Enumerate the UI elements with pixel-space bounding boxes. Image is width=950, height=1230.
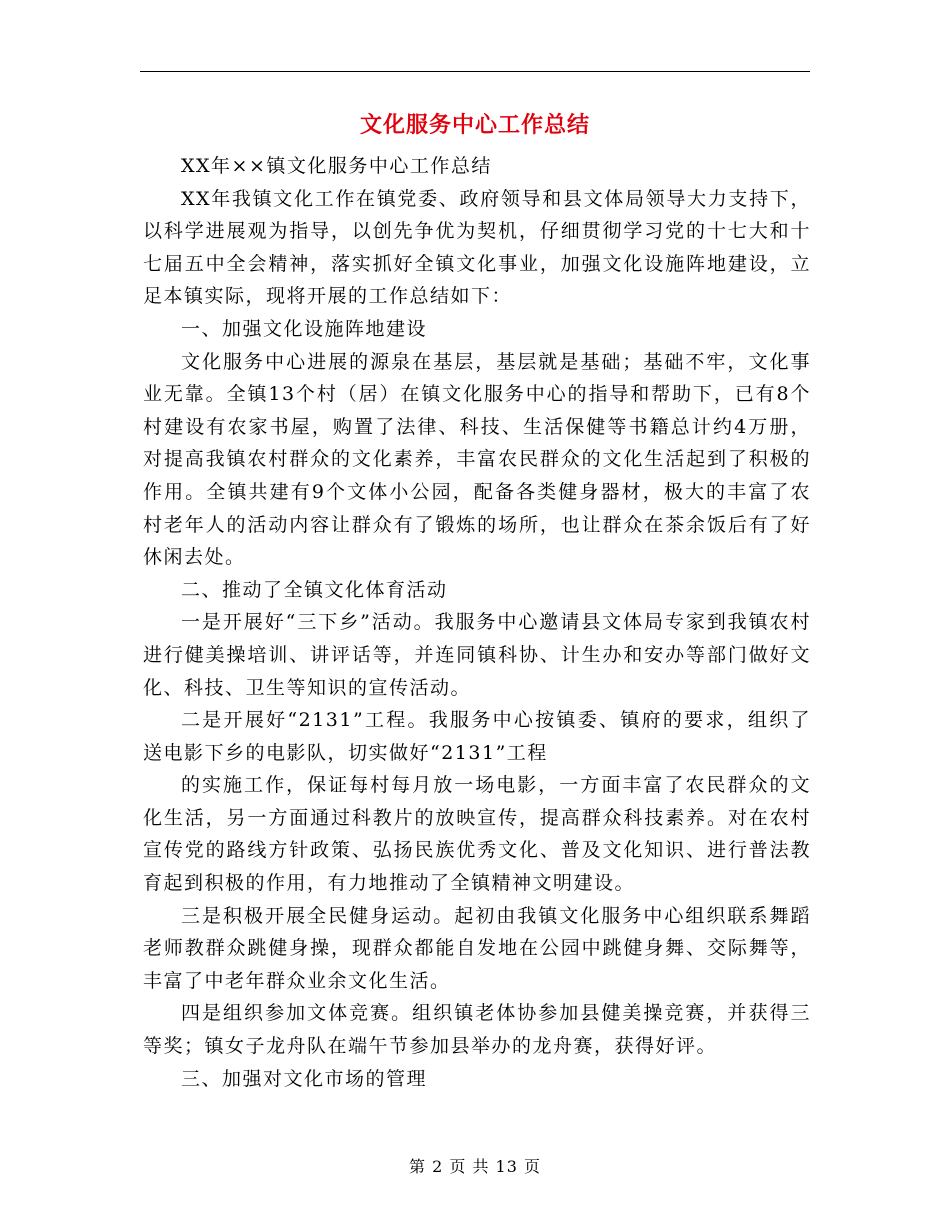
section-heading-2: 二、推动了全镇文化体育活动 <box>181 578 448 601</box>
paragraph-activity-3: 三是积极开展全民健身运动。起初由我镇文化服务中心组织联系舞蹈老师教群众跳健身操，现群众都能自发地在公园中跳健身舞、交际舞等，丰富了中老年群众业余文化生活。 <box>143 904 811 992</box>
paragraph-activity-2: 二是开展好“2131”工程。我服务中心按镇委、镇府的要求，组织了送电影下乡的电影队，切实做好“2131”工程 <box>143 709 811 764</box>
section-heading-3: 三、加强对文化市场的管理 <box>181 1067 428 1090</box>
section-heading-1: 一、加强文化设施阵地建设 <box>181 317 428 340</box>
paragraph-activity-2-cont: 的实施工作，保证每村每月放一场电影，一方面丰富了农民群众的文化生活，另一方面通过科教片的放映宣传，提高群众科技素养。对在农村宣传党的路线方针政策、弘扬民族优秀文化、普及文化知识、进行普法教育起到积极的作用，有力地推动了全镇精神文明建设。 <box>143 774 811 895</box>
document-body <box>143 150 811 1095</box>
paragraph-facilities: 文化服务中心进展的源泉在基层，基层就是基础；基础不牢，文化事业无靠。全镇13个村（居）在镇文化服务中心的指导和帮助下，已有8个村建设有农家书屋，购置了法律、科技、生活保健等书籍总计约4万册，对提高我镇农村群众的文化素养，丰富农民群众的文化生活起到了积极的作用。全镇共建有9个文体小公园，配备各类健身器材，极大的丰富了农村老年人的活动内容让群众有了锻炼的场所，也让群众在茶余饭后有了好休闲去处。 <box>143 350 811 569</box>
paragraph-subtitle: XX年××镇文化服务中心工作总结 <box>181 155 492 177</box>
paragraph-activity-1: 一是开展好“三下乡”活动。我服务中心邀请县文体局专家到我镇农村进行健美操培训、讲评话等，并连同镇科协、计生办和安办等部门做好文化、科技、卫生等知识的宣传活动。 <box>143 611 811 699</box>
header-rule <box>140 71 810 72</box>
paragraph-activity-4: 四是组织参加文体竞赛。组织镇老体协参加县健美操竞赛，并获得三等奖；镇女子龙舟队在端午节参加县举办的龙舟赛，获得好评。 <box>143 1002 811 1058</box>
document-title: 文化服务中心工作总结 <box>359 112 590 138</box>
paragraph-intro: XX年我镇文化工作在镇党委、政府领导和县文体局领导大力支持下，以科学进展观为指导，以创先争优为契机，仔细贯彻学习党的十七大和十七届五中全会精神，落实抓好全镇文化事业，加强文化设施阵地建设，立足本镇实际，现将开展的工作总结如下： <box>143 187 811 308</box>
page-number-footer: 第 2 页 共 13 页 <box>409 1157 541 1176</box>
